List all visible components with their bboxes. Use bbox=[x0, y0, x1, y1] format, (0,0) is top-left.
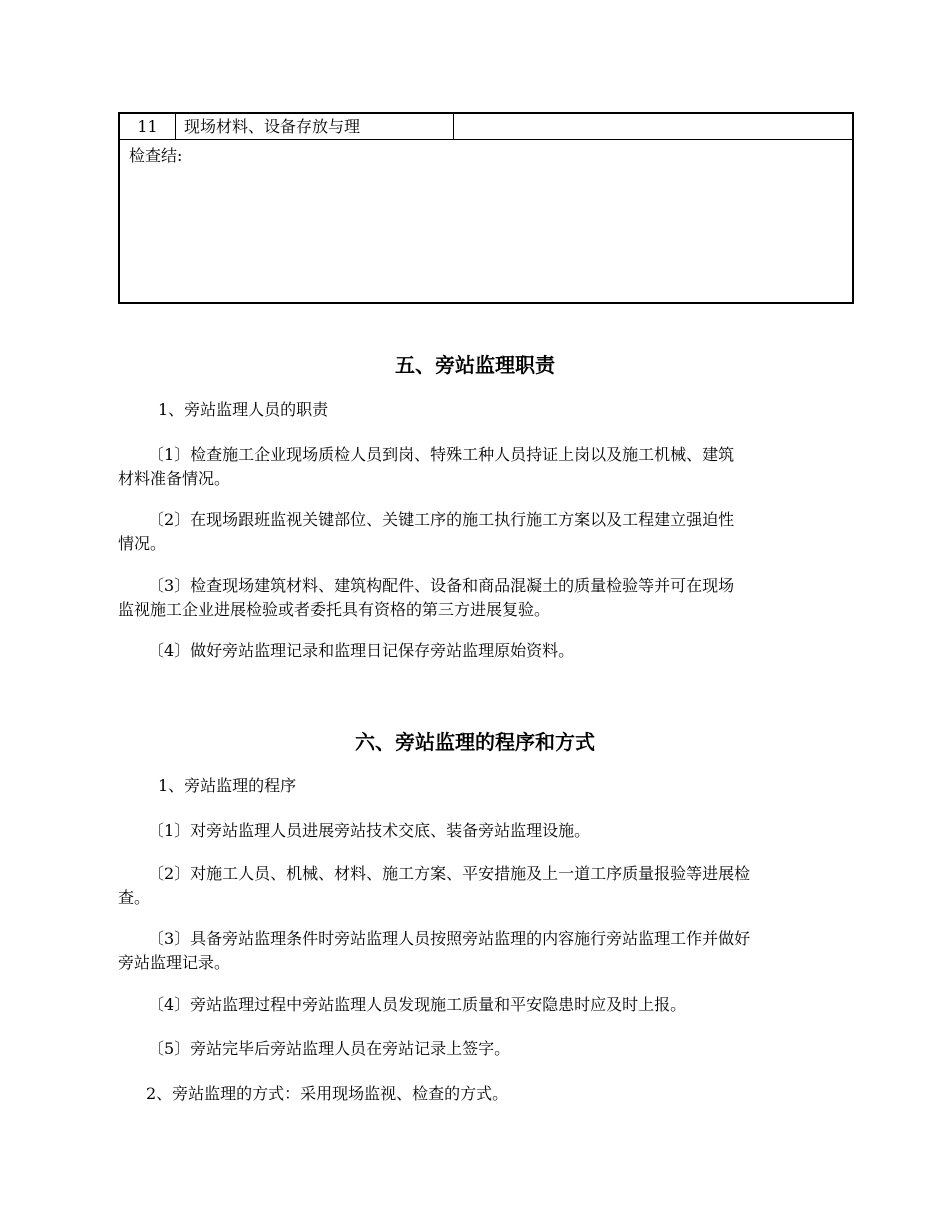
section5-item-1 bbox=[118, 443, 854, 491]
paragraph-line: 〔2〕对施工人员、机械、材料、施工方案、平安措施及上一道工序质量报验等进展检 bbox=[148, 864, 751, 883]
inspection-table bbox=[118, 112, 854, 304]
paragraph-line: 监视施工企业进展检验或者委托具有资格的第三方进展复验。 bbox=[118, 600, 551, 619]
paragraph-line: 〔3〕具备旁站监理条件时旁站监理人员按照旁站监理的内容施行旁站监理工作并做好 bbox=[148, 929, 751, 948]
row-number-cell: 11 bbox=[120, 114, 176, 139]
section5-item-4: 〔4〕做好旁站监理记录和监理日记保存旁站监理原始资料。 bbox=[148, 641, 575, 660]
paragraph-line: 〔2〕在现场跟班监视关键部位、关键工序的施工执行施工方案以及工程建立强迫性 bbox=[148, 510, 735, 529]
section6-item-2 bbox=[118, 862, 854, 910]
table-row bbox=[120, 114, 852, 140]
paragraph-line: 情况。 bbox=[118, 534, 167, 553]
paragraph-line: 查。 bbox=[118, 888, 151, 907]
paragraph-line: 旁站监理记录。 bbox=[118, 953, 231, 972]
conclusion-label: 检查结: bbox=[129, 146, 183, 165]
section5-subtitle: 1、旁站监理人员的职责 bbox=[158, 400, 329, 419]
section5-item-2 bbox=[118, 508, 854, 556]
section5-item-3 bbox=[118, 574, 854, 622]
paragraph-line: 〔3〕检查现场建筑材料、建筑构配件、设备和商品混凝土的质量检验等并可在现场 bbox=[148, 576, 735, 595]
section6-item-1: 〔1〕对旁站监理人员进展旁站技术交底、装备旁站监理设施。 bbox=[148, 821, 591, 840]
row-item-cell: 现场材料、设备存放与理 bbox=[176, 114, 454, 139]
section6-method: 2、旁站监理的方式：采用现场监视、检查的方式。 bbox=[146, 1084, 509, 1103]
row-result-cell bbox=[454, 114, 852, 139]
paragraph-line: 〔1〕检查施工企业现场质检人员到岗、特殊工种人员持证上岗以及施工机械、建筑 bbox=[148, 445, 735, 464]
section6-heading: 六、旁站监理的程序和方式 bbox=[355, 730, 595, 754]
paragraph-line: 材料准备情况。 bbox=[118, 469, 231, 488]
section6-item-5: 〔5〕旁站完毕后旁站监理人员在旁站记录上签字。 bbox=[148, 1039, 511, 1058]
section6-item-4: 〔4〕旁站监理过程中旁站监理人员发现施工质量和平安隐患时应及时上报。 bbox=[148, 995, 687, 1014]
section6-subtitle: 1、旁站监理的程序 bbox=[158, 776, 297, 795]
section6-item-3 bbox=[118, 927, 854, 975]
section5-heading: 五、旁站监理职责 bbox=[395, 353, 555, 377]
